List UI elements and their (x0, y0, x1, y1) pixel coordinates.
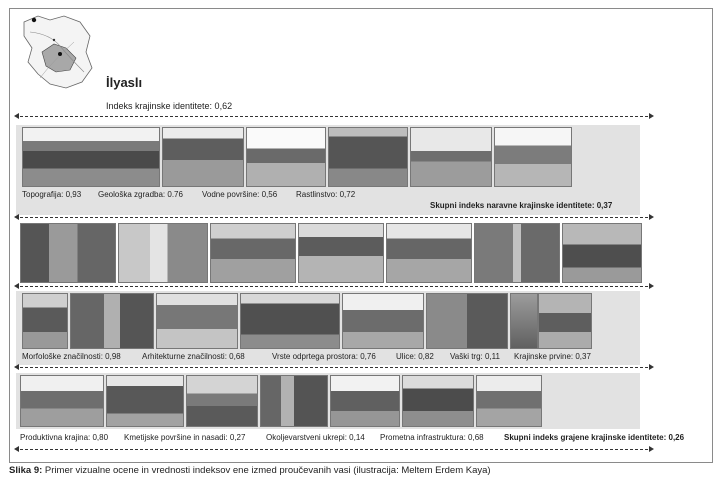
photo-arch-1 (22, 293, 68, 349)
photo-natural-6 (494, 127, 572, 187)
label-square: Vaški trg: 0,11 (450, 352, 500, 361)
photo-arch-3 (156, 293, 238, 349)
label-vegetation: Rastlinstvo: 0,72 (296, 190, 356, 199)
caption-label: Slika 9: (9, 465, 43, 476)
arrow-line-top (20, 116, 648, 117)
label-streets: Ulice: 0,82 (396, 352, 434, 361)
photo-natural-2 (162, 127, 244, 187)
label-water: Vodne površine: 0,56 (202, 190, 278, 199)
figure-frame (9, 8, 713, 463)
photo-cultural-6 (402, 375, 474, 427)
photo-built-3 (210, 223, 296, 283)
label-geology: Geološka zgradba: 0.76 (98, 190, 183, 199)
photo-arch-7 (510, 293, 538, 349)
label-morphology: Morfološke značilnosti: 0,98 (22, 352, 121, 361)
photo-built-2 (118, 223, 208, 283)
arrow-line-built (20, 286, 648, 287)
photo-natural-1 (22, 127, 160, 187)
photo-arch-8 (538, 293, 592, 349)
caption-text: Primer vizualne ocene in vrednosti indeksov ene izmed proučevanih vasi (ilustracija: Meltem Erdem Kaya) (42, 465, 491, 476)
label-landscape-elements: Krajinske prvine: 0,37 (514, 352, 591, 361)
photo-cultural-1 (20, 375, 104, 427)
label-traffic: Prometna infrastruktura: 0,68 (380, 433, 484, 442)
label-built-total: Skupni indeks grajene krajinske identitete: 0,26 (504, 433, 685, 442)
photo-cultural-5 (330, 375, 400, 427)
photo-cultural-7 (476, 375, 542, 427)
photo-arch-2 (70, 293, 154, 349)
photo-arch-5 (342, 293, 424, 349)
label-environmental: Okoljevarstveni ukrepi: 0,14 (266, 433, 365, 442)
photo-natural-5 (410, 127, 492, 187)
photo-arch-6 (426, 293, 508, 349)
photo-natural-3 (246, 127, 326, 187)
photo-cultural-4 (260, 375, 328, 427)
village-name: İlyaslı (106, 75, 143, 90)
photo-natural-4 (328, 127, 408, 187)
arrow-line-natural (20, 217, 648, 218)
locator-map (20, 12, 94, 94)
photo-built-7 (562, 223, 642, 283)
photo-arch-4 (240, 293, 340, 349)
label-open-space: Vrste odprtega prostora: 0,76 (272, 352, 376, 361)
label-agricultural: Kmetijske površine in nasadi: 0,27 (124, 433, 246, 442)
label-natural-total: Skupni indeks naravne krajinske identitete: 0,37 (430, 201, 613, 210)
figure-caption (9, 465, 491, 476)
landscape-identity-index: Indeks krajinske identitete: 0,62 (106, 101, 233, 111)
label-architecture: Arhitekturne značilnosti: 0,68 (142, 352, 245, 361)
label-topography: Topografija: 0,93 (22, 190, 82, 199)
photo-cultural-2 (106, 375, 184, 427)
arrow-line-bottom (20, 449, 648, 450)
arrow-line-lower (20, 367, 648, 368)
photo-built-5 (386, 223, 472, 283)
label-productive: Produktivna krajina: 0,80 (20, 433, 109, 442)
photo-cultural-3 (186, 375, 258, 427)
photo-built-4 (298, 223, 384, 283)
photo-built-6 (474, 223, 560, 283)
photo-built-1 (20, 223, 116, 283)
